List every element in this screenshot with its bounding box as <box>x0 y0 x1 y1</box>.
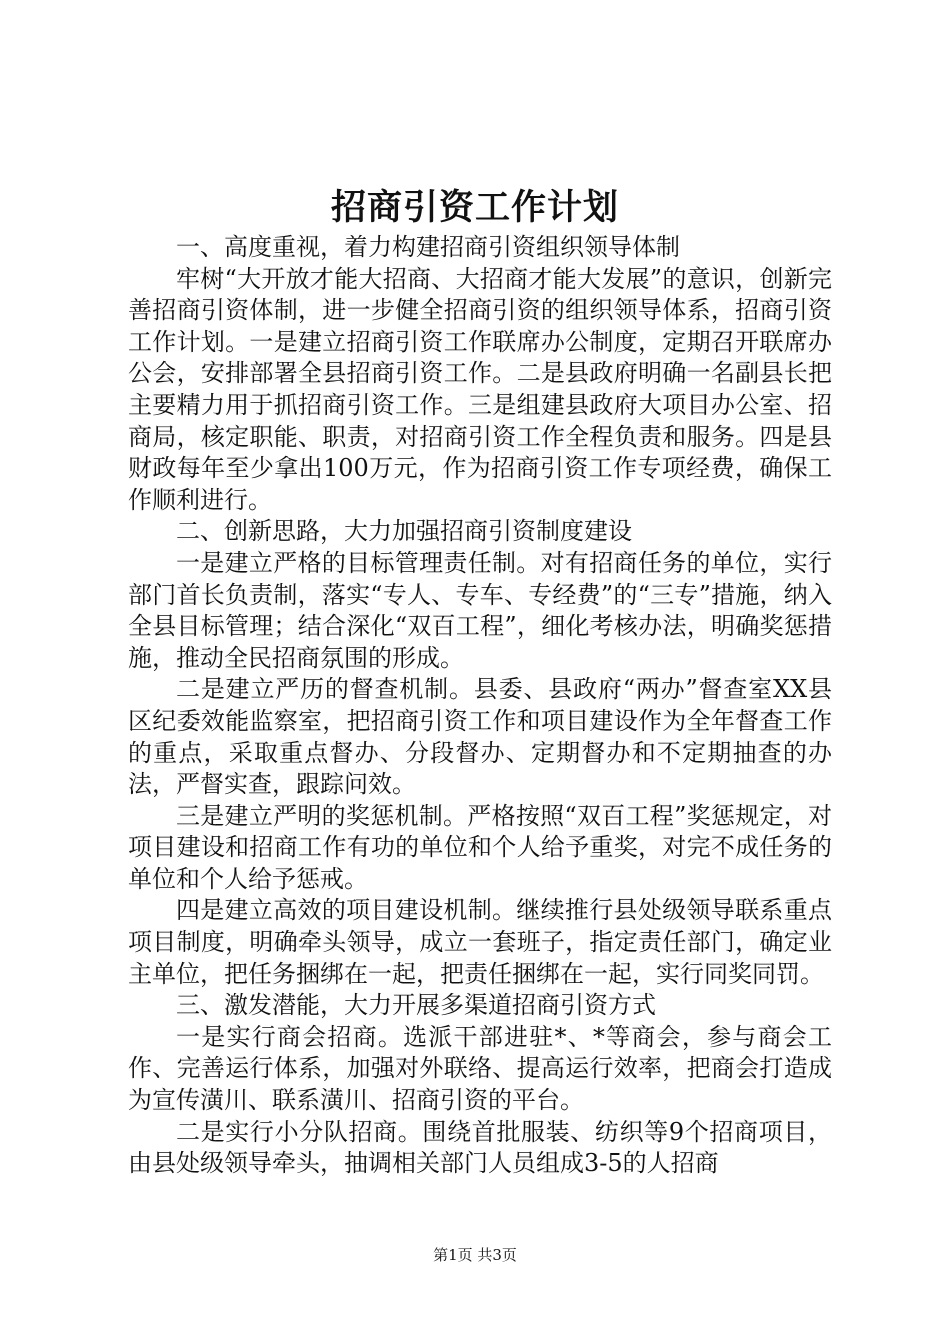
body-paragraph: 二是建立严历的督查机制。县委、县政府“两办”督查室XX县区纪委效能监察室，把招商引资工作和项目建设作为全年督查工作的重点，采取重点督办、分段督办、定期督办和不定期抽查的办法，严督实查，跟踪问效。 <box>128 675 832 799</box>
body-paragraph: 二是实行小分队招商。围绕首批服装、纺织等9个招商项目，由县处级领导牵头，抽调相关部门人员组成3-5的人招商 <box>128 1117 832 1178</box>
section-heading: 一、高度重视，着力构建招商引资组织领导体制 <box>176 233 680 261</box>
section-heading: 三、激发潜能，大力开展多渠道招商引资方式 <box>176 991 656 1020</box>
document-title: 招商引资工作计划 <box>330 187 619 228</box>
section-heading: 二、创新思路，大力加强招商引资制度建设 <box>176 517 632 546</box>
body-paragraph: 一是实行商会招商。选派干部进驻*、*等商会，参与商会工作、完善运行体系，加强对外联络、提高运行效率，把商会打造成为宣传潢川、联系潢川、招商引资的平台。 <box>128 1022 832 1115</box>
document-body <box>128 232 832 1180</box>
body-paragraph: 牢树“大开放才能大招商、大招商才能大发展”的意识，创新完善招商引资体制，进一步健全招商引资的组织领导体系，招商引资工作计划。一是建立招商引资工作联席办公制度，定期召开联席办公会，安排部署全县招商引资工作。二是县政府明确一名副县长把主要精力用于抓招商引资工作。三是组建县政府大项目办公室、招商局，核定职能、职责，对招商引资工作全程负责和服务。四是县财政每年至少拿出100万元，作为招商引资工作专项经费，确保工作顺利进行。 <box>128 264 832 514</box>
page-number-footer: 第1页 共3页 <box>433 1246 517 1264</box>
body-paragraph: 四是建立高效的项目建设机制。继续推行县处级领导联系重点项目制度，明确牵头领导，成立一套班子，指定责任部门，确定业主单位，把任务捆绑在一起，把责任捆绑在一起，实行同奖同罚。 <box>128 896 832 988</box>
body-paragraph: 一是建立严格的目标管理责任制。对有招商任务的单位，实行部门首长负责制，落实“专人、专车、专经费”的“三专”措施，纳入全县目标管理；结合深化“双百工程”，细化考核办法，明确奖惩措施，推动全民招商氛围的形成。 <box>128 548 832 672</box>
body-paragraph: 三是建立严明的奖惩机制。严格按照“双百工程”奖惩规定，对项目建设和招商工作有功的单位和个人给予重奖，对完不成任务的单位和个人给予惩戒。 <box>128 801 832 893</box>
